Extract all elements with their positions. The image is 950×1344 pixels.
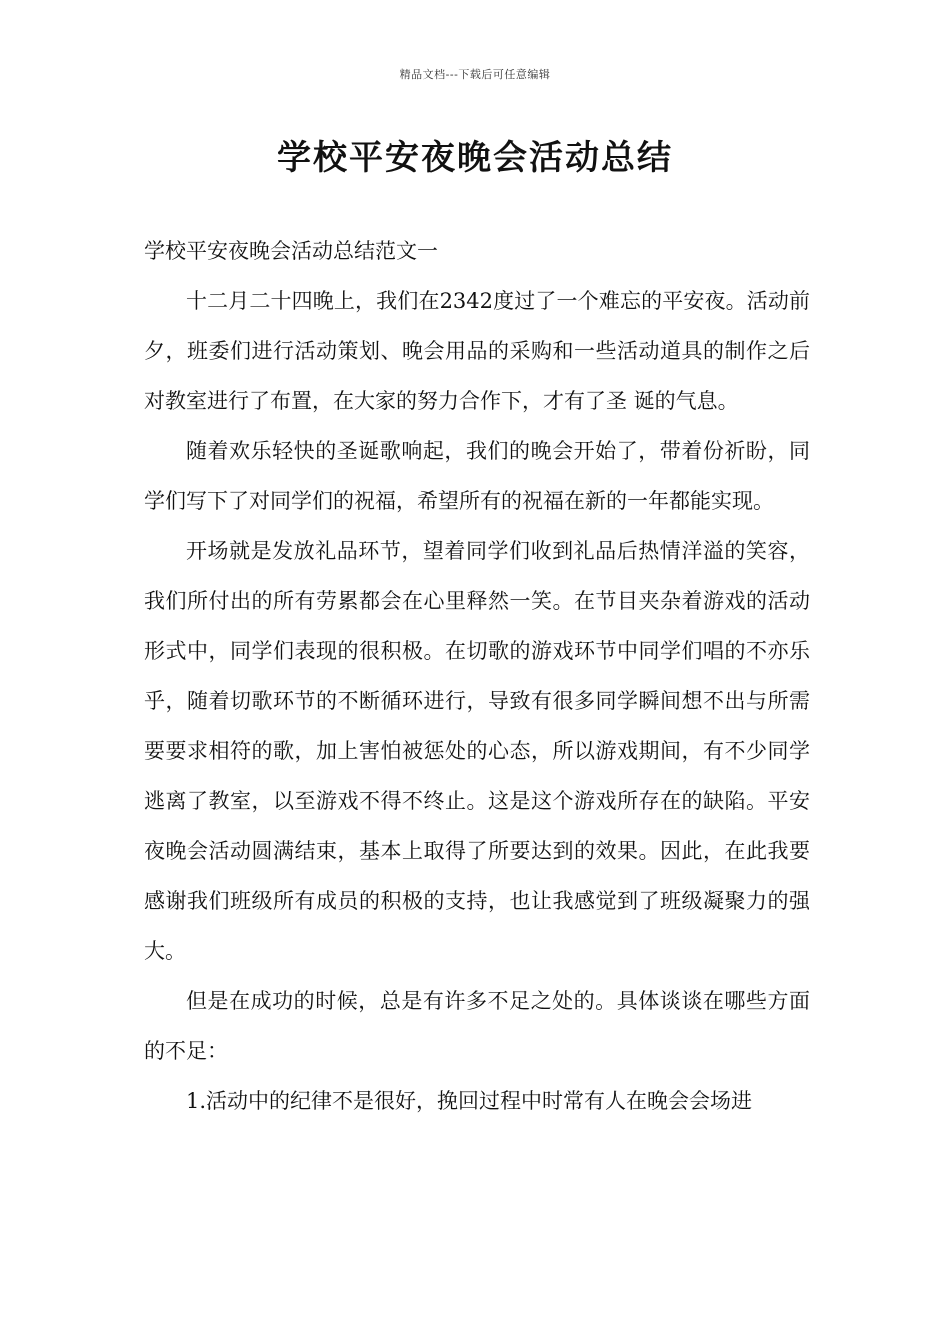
document-title: 学校平安夜晚会活动总结	[277, 138, 673, 178]
section-subtitle: 学校平安夜晚会活动总结范文一	[144, 239, 438, 263]
document-body	[144, 226, 810, 1126]
paragraph-2: 随着欢乐轻快的圣诞歌响起，我们的晚会开始了，带着份祈盼，同学们写下了对同学们的祝福，希望所有的祝福在新的一年都能实现。	[144, 439, 810, 513]
paragraph-3: 开场就是发放礼品环节，望着同学们收到礼品后热情洋溢的笑容，我们所付出的所有劳累都会在心里释然一笑。在节目夹杂着游戏的活动形式中，同学们表现的很积极。在切歌的游戏环节中同学们唱的不亦乐乎，随着切歌环节的不断循环进行，导致有很多同学瞬间想不出与所需要要求相符的歌，加上害怕被惩处的心态，所以游戏期间，有不少同学逃离了教室，以至游戏不得不终止。这是这个游戏所存在的缺陷。平安夜晚会活动圆满结束，基本上取得了所要达到的效果。因此，在此我要感谢我们班级所有成员的积极的支持，也让我感觉到了班级凝聚力的强大。	[144, 539, 810, 963]
paragraph-4: 但是在成功的时候，总是有许多不足之处的。具体谈谈在哪些方面的不足：	[144, 989, 810, 1063]
header-note: 精品文档---下载后可任意编辑	[399, 68, 551, 81]
paragraph-1: 十二月二十四晚上，我们在2342度过了一个难忘的平安夜。活动前夕，班委们进行活动策划、晚会用品的采购和一些活动道具的制作之后对教室进行了布置，在大家的努力合作下，才有了圣 诞的气息。	[144, 289, 810, 413]
paragraph-5: 1.活动中的纪律不是很好，挽回过程中时常有人在晚会会场进	[186, 1089, 753, 1113]
